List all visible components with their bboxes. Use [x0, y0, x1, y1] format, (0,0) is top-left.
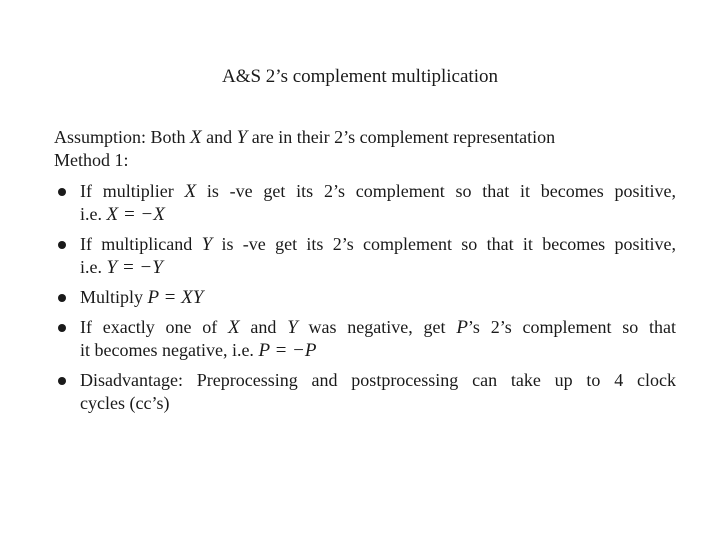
math-expression: X = −X — [106, 204, 165, 225]
bullet-text: is -ve get its 2’s complement so that it becomes positive, — [212, 234, 676, 254]
bullet-dot-icon — [58, 377, 66, 385]
math-expression: Y = −Y — [106, 257, 163, 278]
bullet-line-1 — [80, 233, 676, 256]
assumption-line — [54, 126, 694, 149]
math-expression: P = XY — [147, 287, 204, 308]
math-var: P — [456, 317, 468, 338]
bullet-text: is -ve get its 2’s complement so that it becomes positive, — [196, 181, 676, 201]
bullet-text: was negative, get — [297, 317, 457, 337]
bullet-line-2 — [80, 256, 676, 279]
bullet-line-1 — [80, 286, 676, 309]
bullet-dot-icon — [58, 294, 66, 302]
bullet-text: i.e. — [80, 257, 107, 277]
bullet-dot-icon — [58, 241, 66, 249]
bullet-text: Multiply — [80, 287, 148, 307]
bullet-line-1 — [80, 180, 676, 203]
bullet-text: If exactly one of — [80, 317, 229, 337]
bullet-line-1 — [80, 316, 676, 339]
bullet-line-2 — [80, 339, 676, 362]
assumption-mid: and — [201, 127, 237, 147]
bullet-dot-icon — [58, 188, 66, 196]
math-var-y: Y — [236, 127, 248, 148]
method-heading: Method 1: — [54, 150, 129, 170]
math-var: Y — [201, 234, 213, 255]
math-var: X — [184, 181, 197, 202]
bullet-text: ’s 2’s complement so that — [467, 317, 676, 337]
bullet-line-1: Disadvantage: Preprocessing and postprocessing can take up to 4 clock — [80, 370, 676, 390]
bullet-dot-icon — [58, 324, 66, 332]
bullet-item — [56, 233, 676, 279]
bullet-item — [56, 286, 676, 309]
bullet-line-2: cycles (cc’s) — [80, 393, 170, 413]
bullet-item — [56, 369, 676, 415]
bullet-line-2 — [80, 203, 676, 226]
math-expression: P = −P — [258, 340, 317, 361]
slide-title: A&S 2’s complement multiplication — [221, 66, 498, 87]
bullet-text: If multiplier — [80, 181, 185, 201]
assumption-pre: Assumption: Both — [54, 127, 191, 147]
math-var: Y — [287, 317, 298, 338]
bullet-item — [56, 316, 676, 362]
bullet-text: i.e. — [80, 204, 107, 224]
bullet-item — [56, 180, 676, 226]
bullet-list — [56, 180, 676, 422]
math-var: X — [228, 317, 240, 338]
assumption-post: are in their 2’s complement representation — [247, 127, 556, 147]
math-var-x: X — [190, 127, 202, 148]
bullet-text: it becomes negative, i.e. — [80, 340, 259, 360]
intro-text — [54, 126, 694, 172]
bullet-text: and — [239, 317, 288, 337]
bullet-text: If multiplicand — [80, 234, 202, 254]
